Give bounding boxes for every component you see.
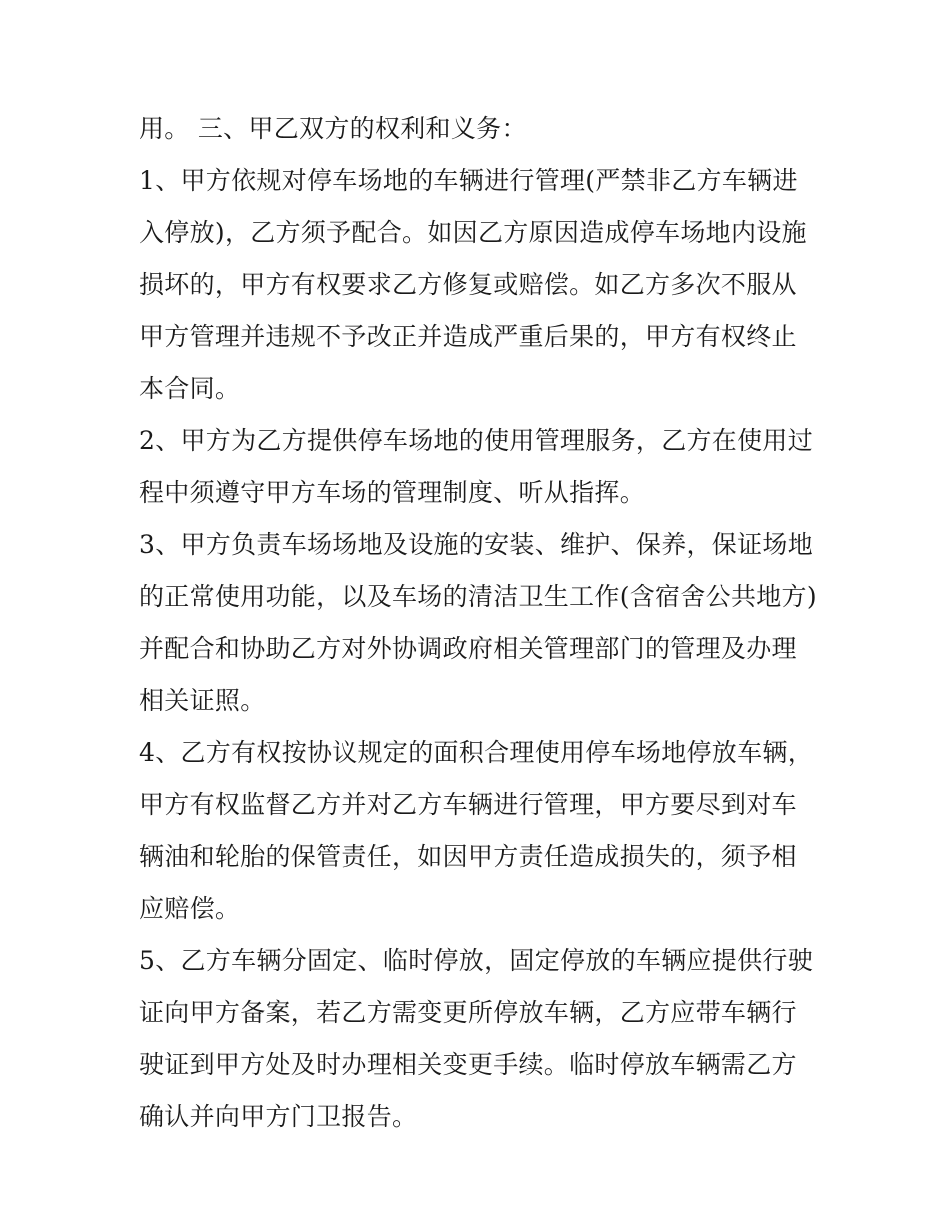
paragraph-heading: 用。 三、甲乙双方的权利和义务：	[139, 114, 527, 143]
paragraph-clause-3: 3、甲方负责车场场地及设施的安装、维护、保养，保证场地的正常使用功能，以及车场的清洁卫生工作(含宿舍公共地方)并配合和协助乙方对外协调政府相关管理部门的管理及办理相关证照。	[139, 530, 817, 715]
paragraph-clause-2: 2、甲方为乙方提供停车场地的使用管理服务，乙方在使用过程中须遵守甲方车场的管理制度、听从指挥。	[139, 426, 814, 507]
paragraph-clause-4: 4、乙方有权按协议规定的面积合理使用停车场地停放车辆，甲方有权监督乙方并对乙方车辆进行管理，甲方要尽到对车辆油和轮胎的保管责任，如因甲方责任造成损失的，须予相应赔偿。	[139, 738, 814, 923]
paragraph-clause-1: 1、甲方依规对停车场地的车辆进行管理(严禁非乙方车辆进入停放)，乙方须予配合。如因乙方原因造成停车场地内设施损坏的，甲方有权要求乙方修复或赔偿。如乙方多次不服从甲方管理并违规不予改正并造成严重后果的，甲方有权终止本合同。	[139, 166, 807, 403]
paragraph-clause-5: 5、乙方车辆分固定、临时停放，固定停放的车辆应提供行驶证向甲方备案，若乙方需变更所停放车辆，乙方应带车辆行驶证到甲方处及时办理相关变更手续。临时停放车辆需乙方确认并向甲方门卫报告。	[139, 946, 814, 1131]
document-body	[139, 103, 819, 1143]
